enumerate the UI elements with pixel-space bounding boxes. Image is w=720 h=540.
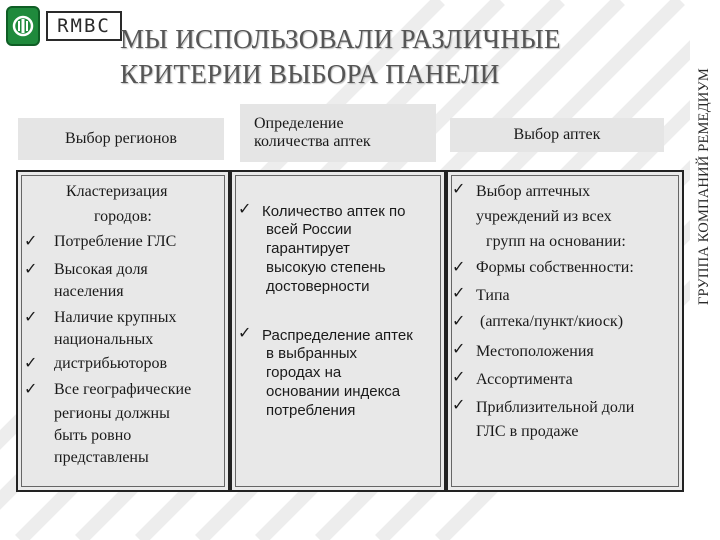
count-line: потребления — [266, 402, 356, 419]
slide-title — [120, 22, 680, 92]
pharmacy-line: Приблизительной доли — [476, 399, 635, 416]
checkmark-icon: ✓ — [24, 261, 38, 278]
pharmacy-line: Местоположения — [476, 343, 594, 360]
pharmacy-line: Выбор аптечных — [476, 183, 591, 200]
vertical-company-text: ГРУППА КОМПАНИЙ РЕМЕДИУМ — [696, 67, 713, 305]
checkmark-icon: ✓ — [452, 369, 466, 386]
header-pharmacy-count-line-1: Определение — [254, 115, 344, 132]
checkmark-icon: ✓ — [452, 313, 466, 330]
regions-line: Наличие крупных — [54, 309, 177, 326]
regions-line: быть ровно — [54, 427, 132, 444]
header-pharmacy-selection-label: Выбор аптек — [513, 126, 601, 143]
slide-title-line-1: МЫ ИСПОЛЬЗОВАЛИ РАЗЛИЧНЫЕ — [120, 24, 561, 54]
checkmark-icon: ✓ — [452, 259, 466, 276]
pharmacy-line: (аптека/пункт/киоск) — [480, 313, 624, 330]
count-line: в выбранных — [266, 345, 358, 362]
checkmark-icon: ✓ — [238, 201, 252, 218]
checkmark-icon: ✓ — [452, 285, 466, 302]
checkmark-icon: ✓ — [24, 233, 38, 250]
count-line: всей России — [266, 221, 352, 238]
checkmark-icon: ✓ — [238, 325, 252, 342]
pharmacy-line: Типа — [476, 287, 510, 304]
regions-line: национальных — [54, 331, 154, 348]
regions-line: Кластеризация — [66, 183, 168, 200]
pharmacy-line: Ассортимента — [476, 371, 573, 388]
panel-pharmacy-count — [230, 170, 446, 492]
regions-line: представлены — [54, 449, 149, 466]
regions-line: населения — [54, 283, 124, 300]
vertical-company-banner — [690, 0, 720, 372]
count-line: основании индекса — [266, 383, 401, 400]
header-pharmacy-count — [240, 104, 436, 162]
count-line: Распределение аптек — [262, 327, 413, 344]
regions-line: Высокая доля — [54, 261, 148, 278]
header-pharmacy-selection — [450, 118, 664, 152]
count-line: городах на — [266, 364, 342, 381]
regions-line: городов: — [94, 208, 152, 225]
regions-line: Все географические — [54, 381, 192, 398]
header-regions-label: Выбор регионов — [65, 130, 177, 147]
checkmark-icon: ✓ — [24, 381, 38, 398]
pharmacy-line: ГЛС в продаже — [476, 423, 579, 440]
pharmacy-line: учреждений из всех — [476, 208, 612, 225]
checkmark-icon: ✓ — [24, 355, 38, 372]
pharmacy-line: Формы собственности: — [476, 259, 634, 276]
regions-line: Потребление ГЛС — [54, 233, 177, 250]
count-line: высокую степень — [266, 259, 386, 276]
checkmark-icon: ✓ — [452, 397, 466, 414]
checkmark-icon: ✓ — [24, 309, 38, 326]
regions-line: регионы должны — [54, 405, 170, 422]
panel-pharmacy-selection — [446, 170, 684, 492]
header-regions — [18, 118, 224, 160]
checkmark-icon: ✓ — [452, 181, 466, 198]
slide-title-line-2: КРИТЕРИИ ВЫБОРА ПАНЕЛИ — [120, 59, 500, 89]
header-pharmacy-count-line-2: количества аптек — [254, 133, 371, 150]
regions-line: дистрибьюторов — [54, 355, 168, 372]
company-logo — [6, 6, 122, 46]
count-line: гарантирует — [266, 240, 350, 257]
logo-wordmark: RMBC — [46, 11, 122, 41]
logo-emblem-icon — [6, 6, 40, 46]
pharmacy-line: групп на основании: — [486, 233, 626, 250]
checkmark-icon: ✓ — [452, 341, 466, 358]
count-line: Количество аптек по — [262, 203, 406, 220]
panel-regions — [16, 170, 230, 492]
count-line: достоверности — [266, 278, 370, 295]
